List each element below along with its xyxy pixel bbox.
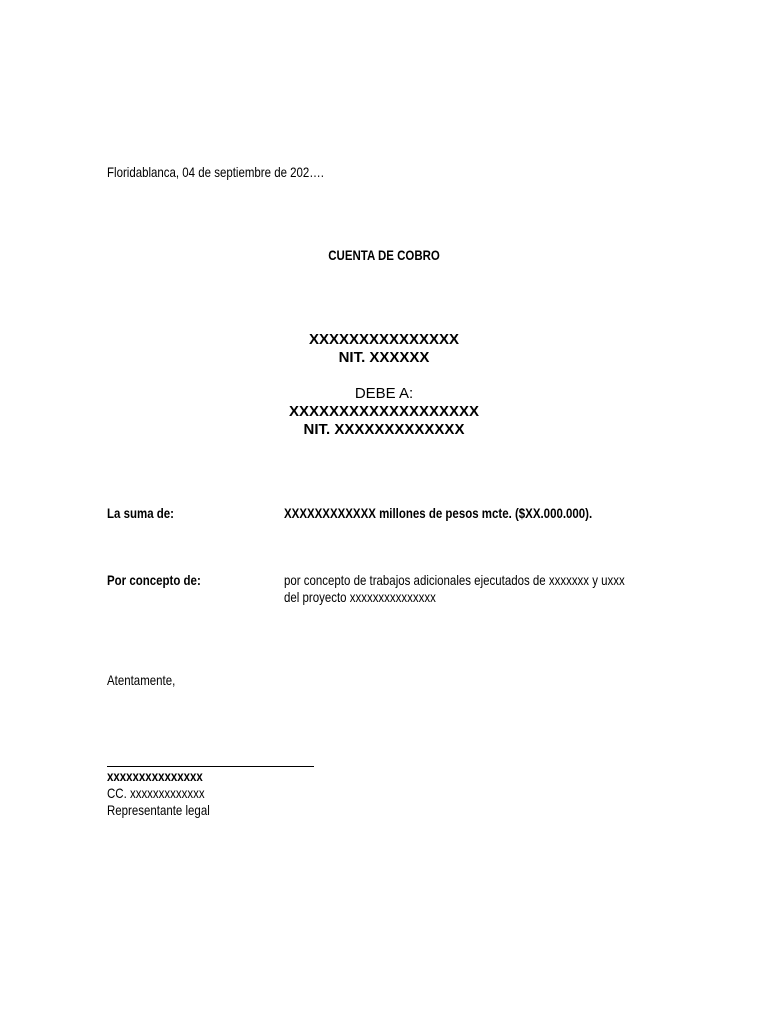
debtor-name: XXXXXXXXXXXXXXX bbox=[308, 331, 460, 348]
closing-text: Atentamente, bbox=[107, 672, 176, 688]
concept-label-text: Por concepto de: bbox=[107, 572, 201, 588]
signature-block bbox=[107, 768, 232, 819]
closing bbox=[107, 672, 190, 689]
signature-line bbox=[107, 766, 314, 767]
debtor-nit: NIT. XXXXXX bbox=[338, 349, 430, 366]
document-title-text: CUENTA DE COBRO bbox=[328, 247, 440, 263]
signatory-name bbox=[107, 768, 232, 785]
date-line bbox=[107, 164, 372, 180]
concept-line-2: del proyecto xxxxxxxxxxxxxxx bbox=[284, 589, 436, 605]
owes-label: DEBE A: bbox=[354, 385, 414, 402]
amount-value-text: XXXXXXXXXXXX millones de pesos mcte. ($XX.000.000). bbox=[284, 505, 593, 521]
signatory-id bbox=[107, 785, 232, 802]
amount-value bbox=[284, 505, 661, 521]
signatory-role-text: Representante legal bbox=[107, 802, 210, 818]
document-title bbox=[0, 247, 768, 263]
signatory-name-text: xxxxxxxxxxxxxxx bbox=[107, 768, 203, 784]
creditor-name: XXXXXXXXXXXXXXXXXXX bbox=[288, 403, 480, 420]
parties-block bbox=[0, 331, 768, 439]
signatory-id-text: CC. xxxxxxxxxxxxx bbox=[107, 785, 205, 801]
date-line-text: Floridablanca, 04 de septiembre de 202…. bbox=[107, 164, 324, 180]
concept-description bbox=[284, 572, 661, 606]
concept-line-1: por concepto de trabajos adicionales ejecutados de xxxxxxx y uxxx bbox=[284, 572, 625, 588]
creditor-nit: NIT. XXXXXXXXXXXXX bbox=[303, 421, 465, 438]
signatory-role bbox=[107, 802, 232, 819]
amount-label-text: La suma de: bbox=[107, 505, 174, 521]
amount-label bbox=[107, 505, 189, 521]
concept-label bbox=[107, 572, 221, 588]
